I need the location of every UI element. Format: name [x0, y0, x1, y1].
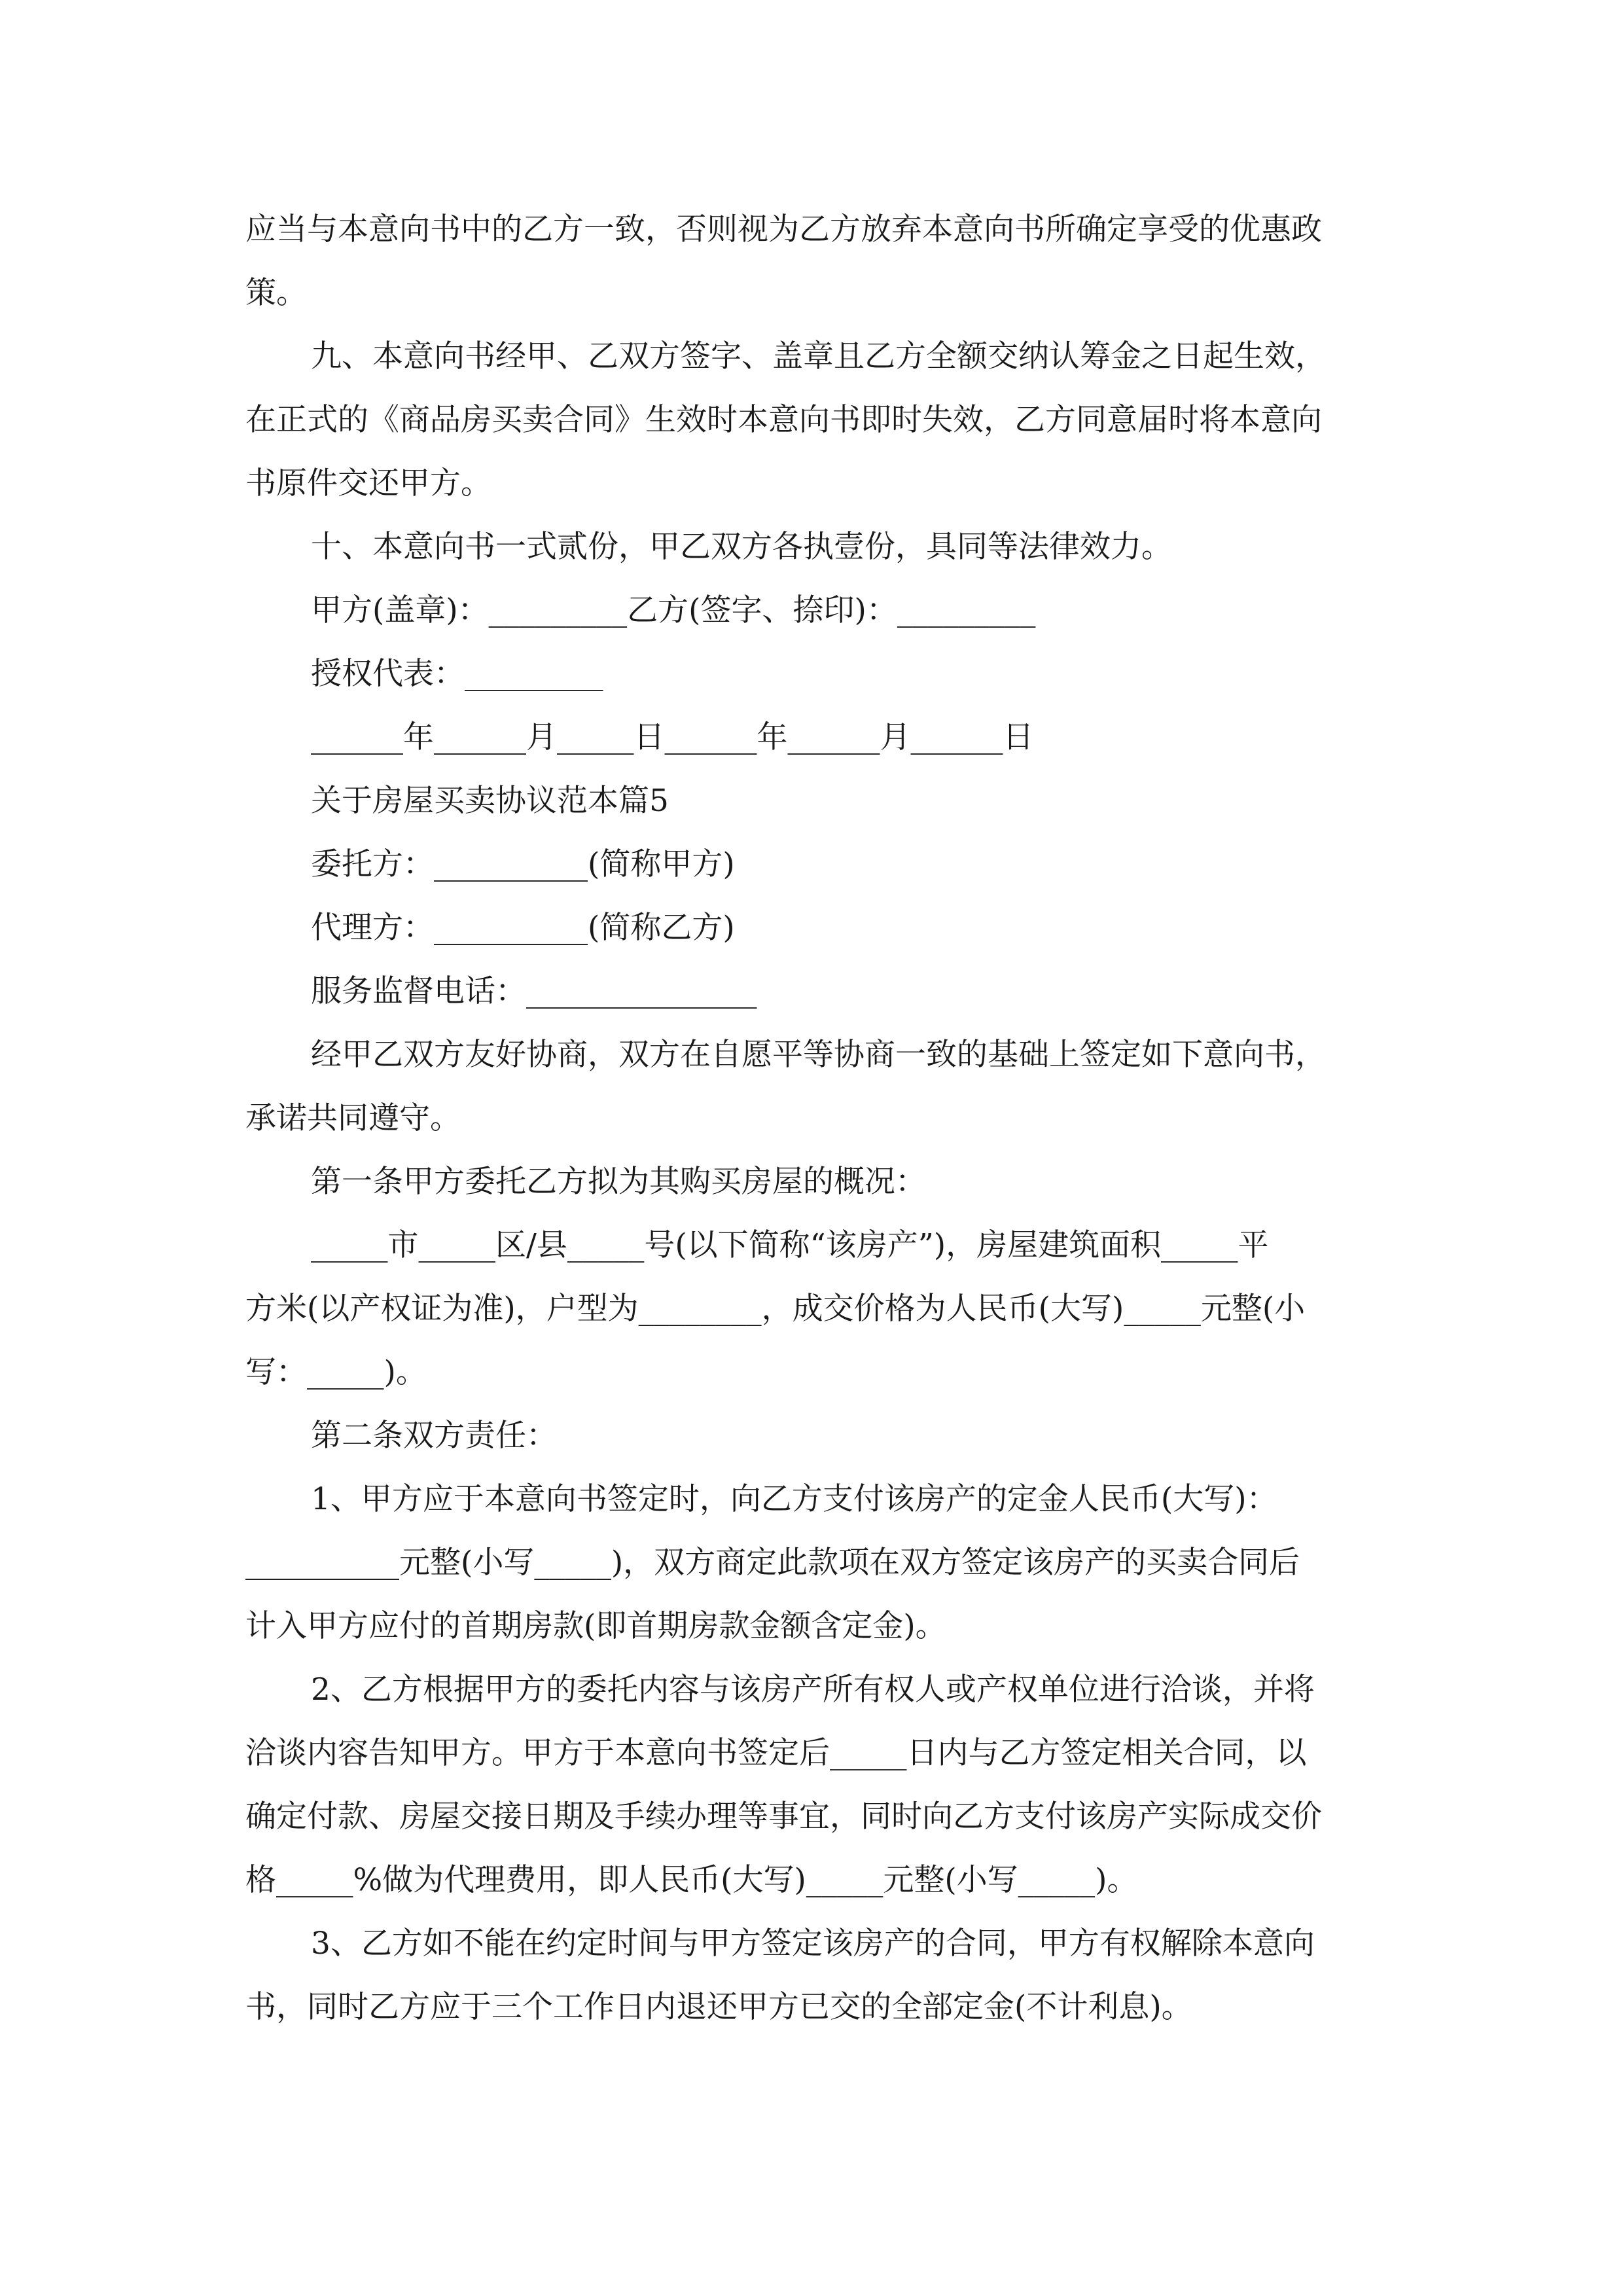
text-line: 2、乙方根据甲方的委托内容与该房产所有权人或产权单位进行洽谈，并将 [311, 1672, 1315, 1708]
text-line: 格_____%做为代理费用，即人民币(大写)_____元整(小写_____)。 [245, 1862, 1138, 1898]
text-line: 承诺共同遵守。 [245, 1100, 461, 1136]
text-line: 3、乙方如不能在约定时间与甲方签定该房产的合同，甲方有权解除本意向 [311, 1926, 1315, 1962]
text-line: 确定付款、房屋交接日期及手续办理等事宜，同时向乙方支付该房产实际成交价 [245, 1799, 1322, 1835]
article-heading: 第一条甲方委托乙方拟为其购买房屋的概况： [311, 1164, 926, 1200]
text-line: 九、本意向书经甲、乙双方签字、盖章且乙方全额交纳认筹金之日起生效， [311, 338, 1326, 374]
text-line: 计入甲方应付的首期房款(即首期房款金额含定金)。 [245, 1608, 946, 1644]
article-heading: 第二条双方责任： [311, 1418, 557, 1454]
text-line: 1、甲方应于本意向书签定时，向乙方支付该房产的定金人民币(大写)： [311, 1481, 1277, 1517]
text-line: _____市_____区/县_____号(以下简称“该房产”)，房屋建筑面积_____平 [311, 1227, 1269, 1263]
signature-line-representative: 授权代表：_________ [311, 656, 603, 692]
text-line: 方米(以产权证为准)，户型为________，成交价格为人民币(大写)_____元整(小 [245, 1291, 1306, 1327]
text-line: 在正式的《商品房买卖合同》生效时本意向书即时失效，乙方同意届时将本意向 [245, 402, 1322, 438]
section-title: 关于房屋买卖协议范本篇5 [311, 783, 669, 819]
service-phone-line: 服务监督电话：_______________ [311, 973, 757, 1009]
text-line: __________元整(小写_____)，双方商定此款项在双方签定该房产的买卖合同后 [245, 1545, 1300, 1581]
text-line: 经甲乙双方友好协商，双方在自愿平等协商一致的基础上签定如下意向书， [311, 1037, 1326, 1073]
text-line: 策。 [245, 275, 307, 311]
document-body [245, 198, 1397, 2039]
text-line: 应当与本意向书中的乙方一致，否则视为乙方放弃本意向书所确定享受的优惠政 [245, 211, 1322, 247]
text-line: 洽谈内容告知甲方。甲方于本意向书签定后_____日内与乙方签定相关合同，以 [245, 1735, 1307, 1771]
text-line: 写：_____)。 [245, 1354, 427, 1390]
agent-party-line: 代理方：__________(简称乙方) [311, 910, 735, 946]
client-party-line: 委托方：__________(简称甲方) [311, 846, 735, 882]
signature-line-parties: 甲方(盖章)：_________乙方(签字、捺印)：_________ [311, 592, 1036, 628]
text-line: 书原件交还甲方。 [245, 465, 491, 501]
date-line: ______年______月_____日______年______月______日 [311, 719, 1034, 755]
text-line: 十、本意向书一式贰份，甲乙双方各执壹份，具同等法律效力。 [311, 529, 1172, 565]
text-line: 书，同时乙方应于三个工作日内退还甲方已交的全部定金(不计利息)。 [245, 1989, 1192, 2025]
